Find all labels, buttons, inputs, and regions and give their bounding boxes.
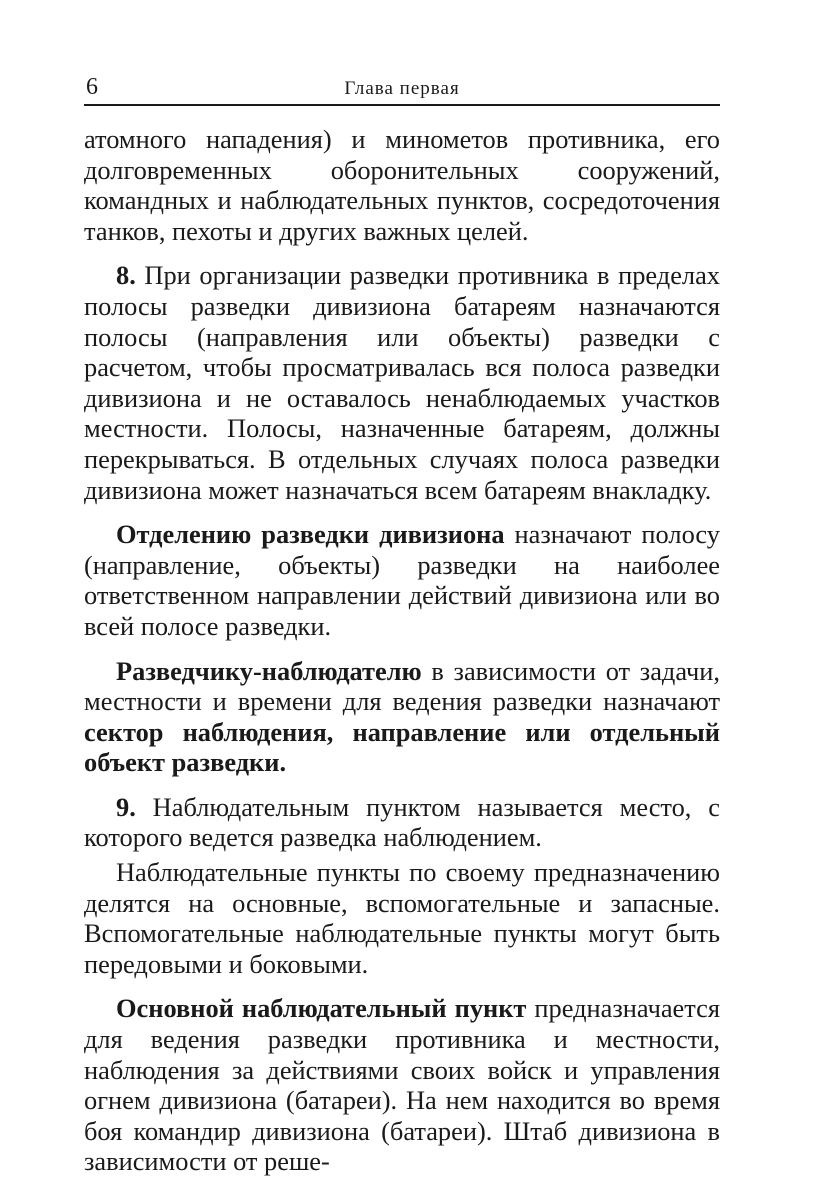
paragraph-continuation — [84, 124, 720, 246]
paragraph-9 — [84, 792, 720, 853]
paragraph-text: в зависимости от задачи, местности и времени для ведения разведки назначают — [84, 655, 720, 717]
paragraph-8 — [84, 260, 720, 505]
paragraph-lead-term: Разведчику-наблюдателю — [116, 655, 422, 686]
paragraph-number: 8. — [116, 260, 136, 291]
chapter-title: Глава первая — [344, 78, 460, 99]
paragraph-recon-section — [84, 519, 720, 641]
paragraph-number: 9. — [116, 791, 136, 822]
paragraph-text: Наблюдательные пункты по своему предназначению делятся на основные, вспомогательные и запасные. Вспомогательные наблюдательные пункты могут быть передовыми и боковыми. — [84, 857, 720, 979]
book-page — [84, 70, 720, 1191]
paragraph-scout-observer — [84, 656, 720, 778]
body-text — [84, 124, 720, 1177]
page-number: 6 — [86, 74, 98, 100]
paragraph-text: атомного нападения) и минометов противника, его долговременных оборонительных сооружений, командных и наблюдательных пунктов, сосредоточения танков, пехоты и других важных целей. — [84, 124, 720, 246]
paragraph-emphasis: сектор наблюдения, направление или отдельный объект разведки. — [84, 716, 720, 778]
running-header — [84, 70, 720, 106]
paragraph-main-post — [84, 993, 720, 1177]
paragraph-text: Наблюдательным пунктом называется место, с которого ведется разведка наблюдением. — [84, 791, 720, 853]
paragraph-text: При организации разведки противника в пределах полосы разведки дивизиона батареям назначаются полосы (направления или объекты) разведки с расчетом, чтобы просматривалась вся полоса разведки дивизиона и не оставалось ненаблюдаемых участков местности. Полосы, назначенные батареям, должны перекрываться. В отдельных случаях полоса разведки дивизиона может назначаться всем батареям внакладку. — [84, 260, 720, 505]
paragraph-lead-term: Отделению разведки дивизиона — [116, 519, 505, 550]
paragraph-lead-term: Основной наблюдательный пункт — [116, 993, 527, 1024]
paragraph-observation-posts — [84, 857, 720, 979]
paragraph-text: предназначается для ведения разведки противника и местности, наблюдения за действиями своих войск и управления огнем дивизиона (батареи). На нем находится во время боя командир дивизиона (батареи). Штаб дивизиона в зависимости от реше- — [84, 993, 720, 1177]
paragraph-text: назначают полосу (направление, объекты) разведки на наиболее ответственном направлении действий дивизиона или во всей полосе разведки. — [84, 519, 720, 641]
